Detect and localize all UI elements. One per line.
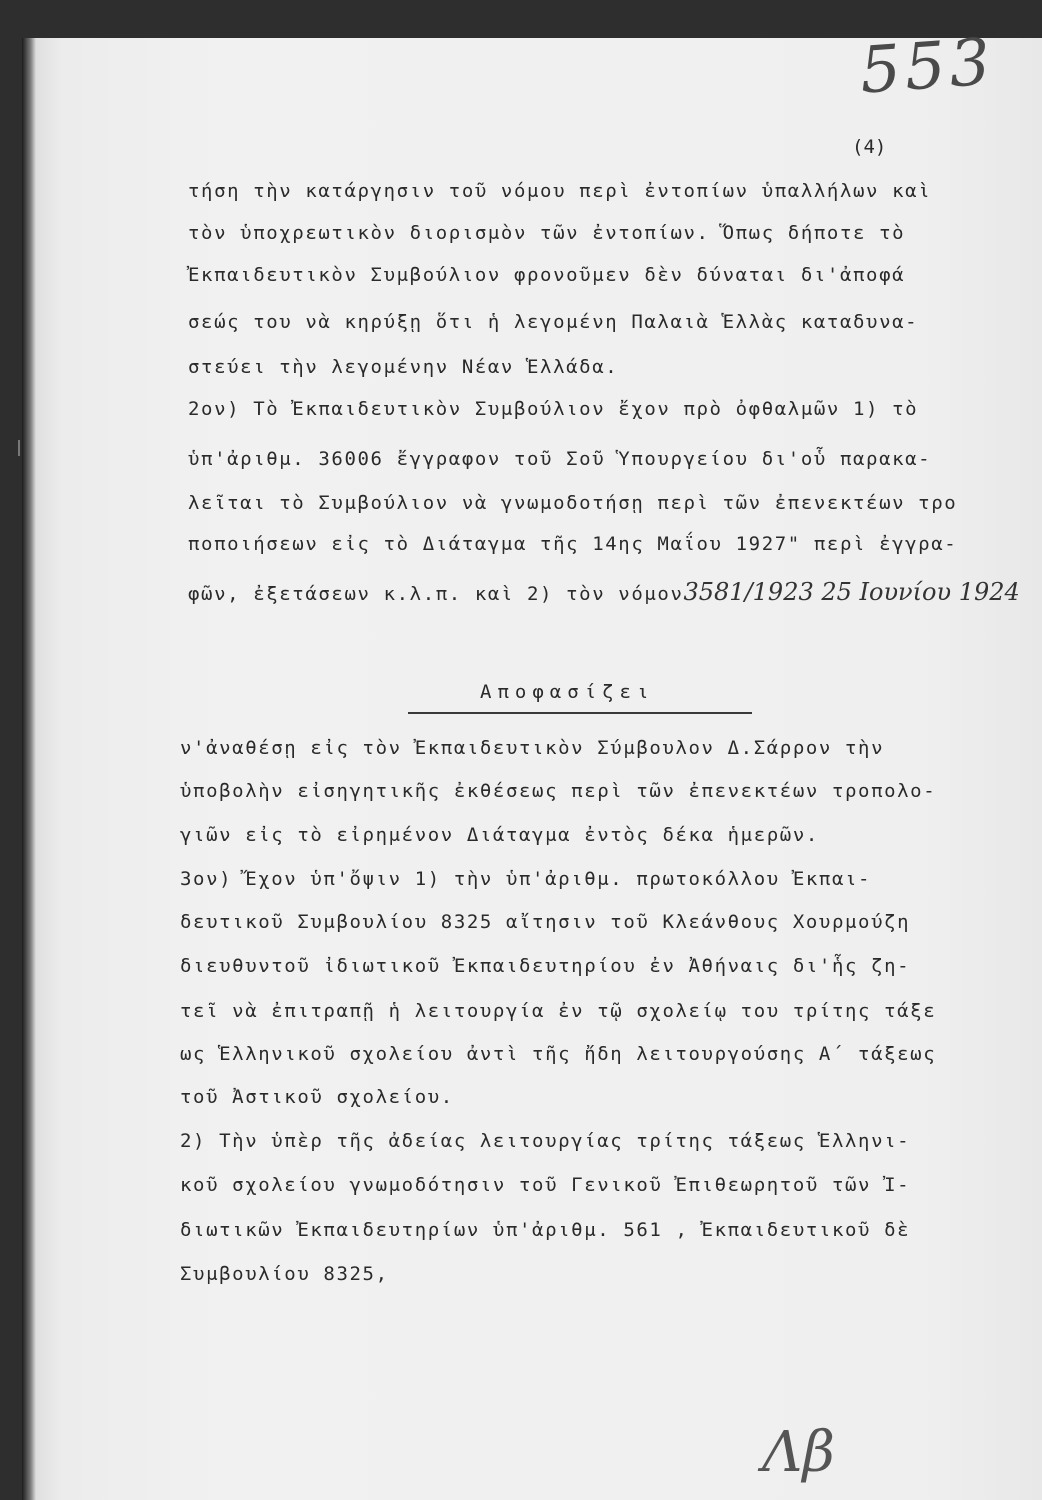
heading-underline <box>408 712 752 714</box>
text-line: γιῶν εἰς τὸ εἰρημένον Διάταγμα ἐντὸς δέκα ἡμερῶν. <box>180 824 819 846</box>
text-line: δευτικοῦ Συμβουλίου 8325 αἴτησιν τοῦ Κλεάνθους Χουρμούζη <box>180 911 911 933</box>
text-line: ως Ἑλληνικοῦ σχολείου ἀντὶ τῆς ἤδη λειτουργούσης Α΄ τάξεως <box>180 1043 937 1065</box>
margin-mark <box>18 440 20 456</box>
text-line: σεώς του νὰ κηρύξῃ ὅτι ἡ λεγομένη Παλαιὰ Ἑλλὰς καταδυνα- <box>188 311 919 333</box>
text-line: ν'ἀναθέσῃ εἰς τὸν Ἐκπαιδευτικὸν Σύμβουλον Δ.Σάρρον τὴν <box>180 737 885 759</box>
text-line-start: φῶν, ἐξετάσεων κ.λ.π. καὶ 2) τὸν νόμον <box>188 583 684 605</box>
text-line: ὑποβολὴν εἰσηγητικῆς ἐκθέσεως περὶ τῶν ἐπενεκτέων τροπολο- <box>180 780 937 802</box>
folio-number: 553 <box>857 25 997 109</box>
text-line: στεύει τὴν λεγομένην Νέαν Ἑλλάδα. <box>188 356 619 378</box>
text-line: ὑπ'ἀριθμ. 36006 ἔγγραφον τοῦ Σοῦ Ὑπουργείου δι'οὗ παρακα- <box>188 448 932 470</box>
text-line: ποποιήσεων εἰς τὸ Διάταγμα τῆς 14ης Μαΐου 1927" περὶ ἐγγρα- <box>188 533 958 555</box>
text-line: 2ον) Τὸ Ἐκπαιδευτικὸν Συμβούλιον ἔχον πρὸ ὀφθαλμῶν 1) τὸ <box>188 398 919 420</box>
text-line: λεῖται τὸ Συμβούλιον νὰ γνωμοδοτήσῃ περὶ τῶν ἐπενεκτέων τρο <box>188 492 958 514</box>
text-line: Συμβουλίου 8325, <box>180 1263 389 1285</box>
document-page <box>22 38 1042 1500</box>
page-number: (4) <box>852 136 887 158</box>
text-line: διωτικῶν Ἐκπαιδευτηρίων ὑπ'ἀριθμ. 561 , Ἐκπαιδευτικοῦ δὲ <box>180 1219 911 1241</box>
text-line: 3ον) Ἔχον ὑπ'ὄψιν 1) τὴν ὑπ'ἀριθμ. πρωτοκόλλου Ἐκπαι- <box>180 868 872 890</box>
section-heading: Αποφασίζει <box>480 681 655 703</box>
handwritten-initials: Λβ <box>762 1420 835 1485</box>
text-line: κοῦ σχολείου γνωμοδότησιν τοῦ Γενικοῦ Ἐπιθεωρητοῦ τῶν Ἰ- <box>180 1174 911 1196</box>
text-line: τὸν ὑποχρεωτικὸν διορισμὸν τῶν ἐντοπίων. Ὅπως δήποτε τὸ <box>188 222 906 244</box>
text-line: τήση τὴν κατάργησιν τοῦ νόμου περὶ ἐντοπίων ὑπαλλήλων καὶ <box>188 180 932 202</box>
handwritten-law-reference: 3581/1923 25 Ιουνίου 1924 <box>683 578 1020 606</box>
text-line <box>188 578 1020 606</box>
text-line: διευθυντοῦ ἰδιωτικοῦ Ἐκπαιδευτηρίου ἐν Ἀθήναις δι'ἧς ζη- <box>180 955 911 977</box>
binding-gutter <box>22 38 36 1500</box>
text-line: 2) Τὴν ὑπὲρ τῆς ἀδείας λειτουργίας τρίτης τάξεως Ἑλληνι- <box>180 1130 911 1152</box>
text-line: Ἐκπαιδευτικὸν Συμβούλιον φρονοῦμεν δὲν δύναται δι'ἀποφά <box>188 264 906 286</box>
text-line: τεῖ νὰ ἐπιτραπῇ ἡ λειτουργία ἐν τῷ σχολείῳ του τρίτης τάξε <box>180 1000 937 1022</box>
text-line: τοῦ Ἀστικοῦ σχολείου. <box>180 1086 454 1108</box>
